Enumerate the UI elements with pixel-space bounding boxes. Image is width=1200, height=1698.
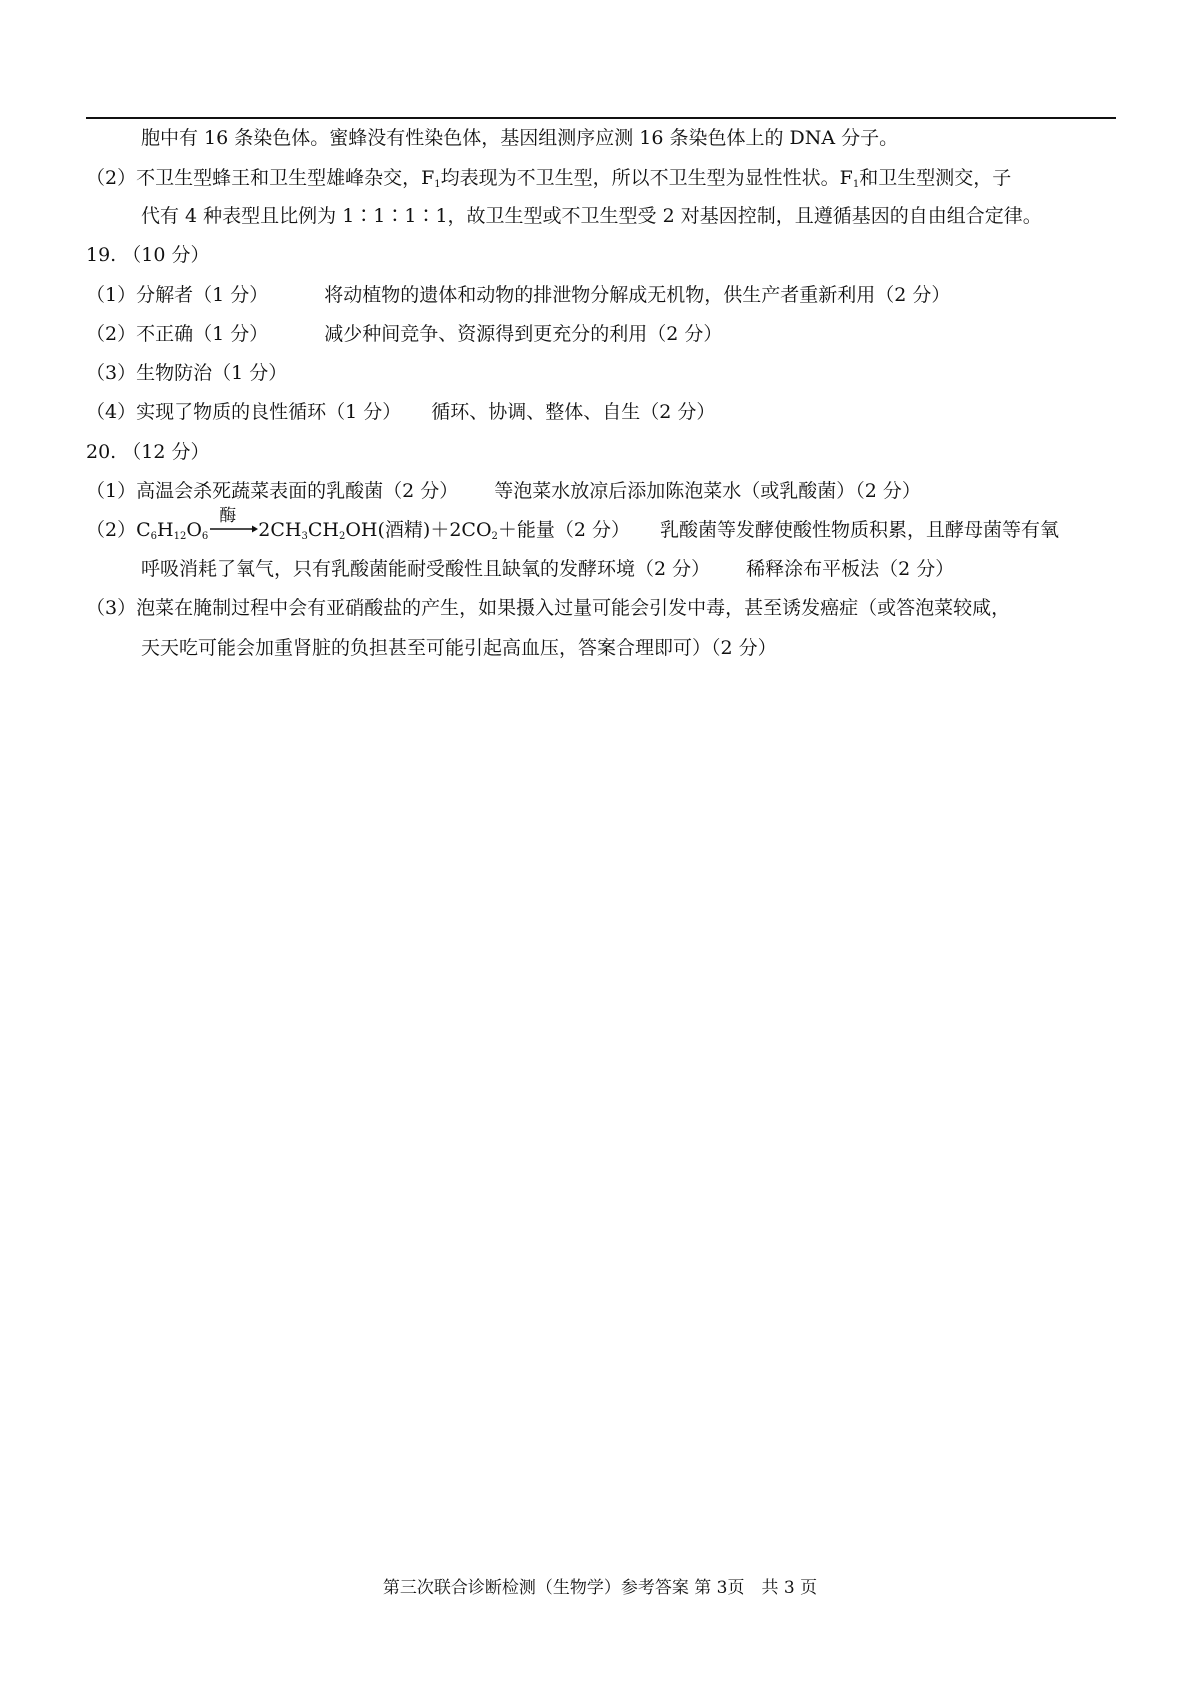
text-fragment: 均表现为不卫生型，所以不卫生型为显性性状。F (440, 167, 853, 189)
formula-part: 2CH (258, 519, 302, 541)
reaction-arrow (208, 506, 258, 538)
enzyme-label: 酶 (219, 506, 237, 526)
text-line-3: 代有 4 种表型且比例为 1∶1∶1∶1，故卫生型或不卫生型受 2 对基因控制，且遵循基因的自由组合定律。 (141, 205, 1042, 227)
q19-part-3: （3）生物防治（1 分） (86, 362, 288, 384)
subscript: 2 (491, 531, 498, 542)
subscript: 2 (338, 531, 346, 542)
q19-part-4 (86, 400, 715, 424)
q20-part-2 (86, 506, 1060, 542)
subscript: 3 (301, 531, 308, 542)
answer-short: （4）实现了物质的良性循环（1 分） (86, 401, 402, 423)
q20-part-3-continued: 天天吃可能会加重肾脏的负担甚至可能引起高血压，答案合理即可）（2 分） (141, 637, 777, 659)
formula-part: ＋能量（2 分） (497, 519, 631, 541)
formula-prefix: （2）C (86, 519, 151, 541)
subscript: 1 (852, 179, 860, 190)
q19-part-2 (86, 322, 722, 346)
top-rule (86, 117, 1116, 119)
q20-part-2-continued (141, 557, 954, 581)
page-footer: 第三次联合诊断检测（生物学）参考答案 第 3页 共 3 页 (382, 1578, 818, 1598)
formula-element: H (157, 519, 174, 541)
text-line-2 (86, 166, 1011, 190)
question-20-heading: 20. （12 分） (86, 441, 210, 463)
text-fragment: 和卫生型测交，子 (859, 167, 1012, 189)
arrow-icon (208, 524, 258, 534)
q20-part-1 (86, 479, 921, 503)
q19-part-1 (86, 283, 950, 307)
answer-long: 呼吸消耗了氧气，只有乳酸菌能耐受酸性且缺氧的发酵环境（2 分） (141, 558, 711, 580)
q20-part-3: （3）泡菜在腌制过程中会有亚硝酸盐的产生，如果摄入过量可能会引发中毒，甚至诱发癌症（或答泡菜较咸， (86, 597, 1011, 619)
answer-short: （1）分解者（1 分） (86, 284, 269, 306)
subscript: 12 (173, 531, 187, 542)
answer-short: （2）不正确（1 分） (86, 323, 269, 345)
answer-long: 乳酸菌等发酵使酸性物质积累，且酵母菌等有氧 (660, 519, 1060, 541)
answer-long: 减少种间竞争、资源得到更充分的利用（2 分） (324, 323, 723, 345)
subscript: 6 (201, 531, 209, 542)
formula-element: O (186, 519, 202, 541)
answer-long: 循环、协调、整体、自生（2 分） (431, 401, 716, 423)
formula-part: CH (307, 519, 339, 541)
answer-short: 稀释涂布平板法（2 分） (746, 558, 955, 580)
question-19-heading: 19. （10 分） (86, 244, 210, 266)
subscript: 6 (150, 531, 158, 542)
answer-short: （1）高温会杀死蔬菜表面的乳酸菌（2 分） (86, 480, 459, 502)
text-line-1: 胞中有 16 条染色体。蜜蜂没有性染色体，基因组测序应测 16 条染色体上的 DNA 分子。 (141, 127, 899, 149)
text-fragment: （2）不卫生型蜂王和卫生型雄峰杂交，F (86, 167, 435, 189)
formula-part: OH(酒精)＋2CO (345, 519, 492, 541)
subscript: 1 (434, 179, 441, 190)
answer-long: 等泡菜水放凉后添加陈泡菜水（或乳酸菌）（2 分） (494, 480, 921, 502)
answer-long: 将动植物的遗体和动物的排泄物分解成无机物，供生产者重新利用（2 分） (324, 284, 951, 306)
